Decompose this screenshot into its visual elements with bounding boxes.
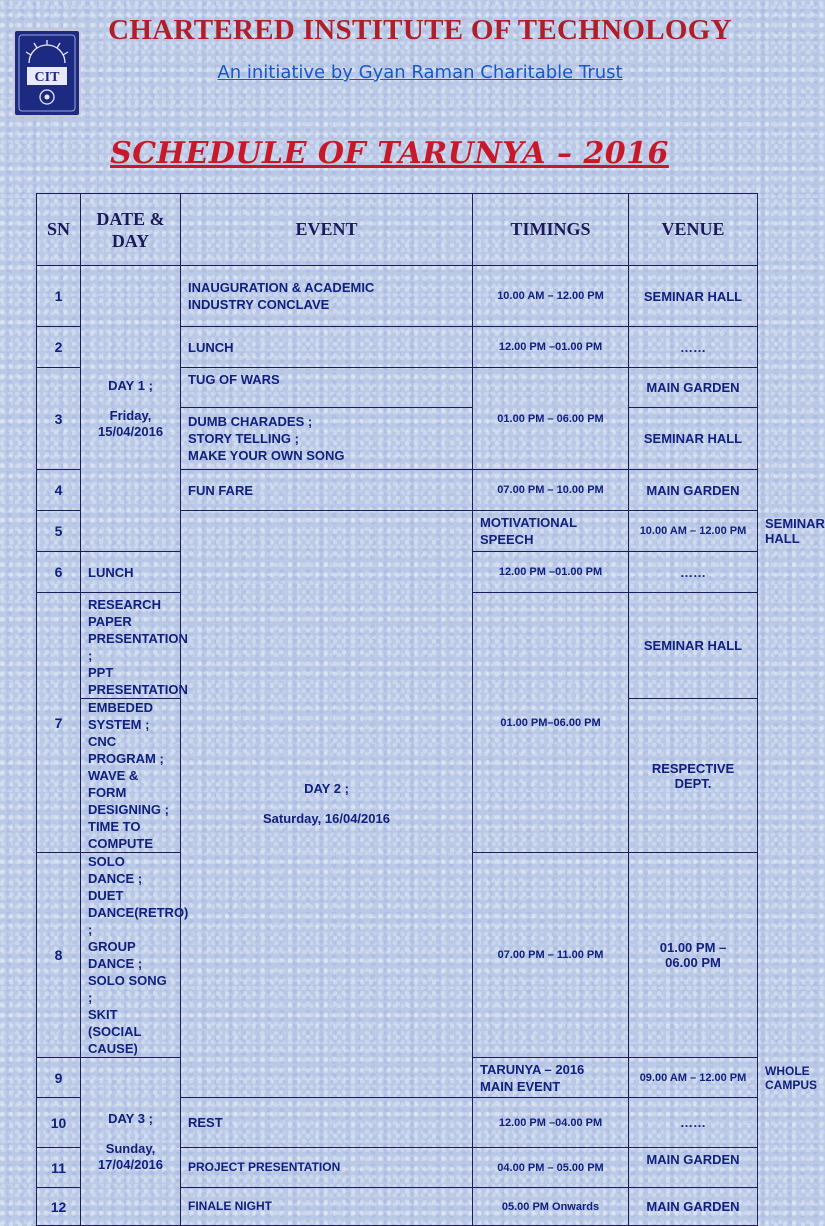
event-line: INDUSTRY CONCLAVE [188,297,330,312]
column-header-sn: SN [37,194,81,266]
event-cell: LUNCH [81,552,181,593]
timing-cell: 04.00 PM – 05.00 PM [473,1148,629,1188]
event-line: MAKE YOUR OWN SONG [188,448,345,463]
column-header-date-day: DATE & DAY [81,194,181,266]
table-row: 5 DAY 2 ; Saturday, 16/04/2016 MOTIVATIONAL SPEECH 10.00 AM – 12.00 PM SEMINAR HALL [37,511,758,552]
row-sn: 7 [37,593,81,853]
venue-line: RESPECTIVE [651,760,735,776]
event-line: DUET DANCE(RETRO) ; [88,888,189,937]
institute-name: CHARTERED INSTITUTE OF TECHNOLOGY [108,14,732,46]
column-header-venue: VENUE [629,194,758,266]
table-row [37,266,758,327]
timing-cell: 01.00 PM–06.00 PM [473,593,629,853]
day-3-cell [81,1058,181,1226]
day-1-cell [81,266,181,552]
day-label: DAY 3 ; [108,1110,153,1126]
event-line: PPT PRESENTATION [88,665,188,697]
timing-cell: 01.00 PM – 06.00 PM [473,368,629,470]
timing-cell: 07.00 PM – 11.00 PM [473,853,629,1058]
day-date: Friday, 15/04/2016 [98,407,164,439]
timing-cell: 10.00 AM – 12.00 PM [629,511,758,552]
event-line: RESEARCH PAPER PRESENTATION ; [88,597,188,663]
timing-cell: 12.00 PM –01.00 PM [473,552,629,593]
event-cell [81,593,188,699]
event-cell: PROJECT PRESENTATION [181,1148,473,1188]
column-header-event: EVENT [181,194,473,266]
event-line: CNC PROGRAM ; [88,734,164,766]
venue-cell: MAIN GARDEN [629,368,758,408]
row-sn: 3 [37,368,81,470]
event-cell: REST [181,1098,473,1148]
event-cell [81,699,181,853]
venue-cell: SEMINAR HALL [629,408,758,470]
event-line: WAVE & FORM DESIGNING ; [88,768,169,817]
venue-cell [629,853,758,1058]
timing-cell: 05.00 PM Onwards [473,1188,629,1226]
table-row: 9 DAY 3 ; Sunday, 17/04/2016 TARUNYA – 2016 MAIN EVENT 09.00 AM – 12.00 PM WHOLE CAMPUS [37,1058,758,1098]
venue-cell: …… [629,552,758,593]
venue-cell: …… [629,1098,758,1148]
timing-cell: 12.00 PM –01.00 PM [473,327,629,368]
venue-cell: MAIN GARDEN [629,1148,758,1188]
event-line: SOLO SONG ; [88,973,167,1005]
venue-line: DEPT. [674,775,712,791]
row-sn: 2 [37,327,81,368]
row-sn: 11 [37,1148,81,1188]
venue-cell: …… [629,327,758,368]
table-header-row [37,194,758,266]
logo-text: CIT [34,70,60,85]
event-cell [181,266,473,327]
venue-cell: SEMINAR HALL [629,593,758,699]
column-header-timings: TIMINGS [473,194,629,266]
schedule-title: SCHEDULE OF TARUNYA – 2016 [110,136,669,171]
event-cell: FINALE NIGHT [181,1188,473,1226]
event-cell [81,853,189,1058]
venue-line: 06.00 PM [665,955,721,970]
event-cell: LUNCH [181,327,473,368]
event-cell: TUG OF WARS [181,368,473,408]
timing-cell: 12.00 PM –04.00 PM [473,1098,629,1148]
event-line: SOLO DANCE ; [88,854,143,886]
event-line: GROUP DANCE ; [88,939,143,971]
row-sn: 8 [37,853,81,1058]
row-sn: 10 [37,1098,81,1148]
venue-cell: MAIN GARDEN [629,1188,758,1226]
day-label: DAY 1 ; [108,377,153,393]
day-label: DAY 2 ; [304,781,349,796]
venue-line: 01.00 PM – [659,940,727,955]
venue-cell [629,699,758,853]
event-cell [181,408,473,470]
day-date: Saturday, 16/04/2016 [263,811,390,826]
timing-cell: 10.00 AM – 12.00 PM [473,266,629,327]
row-sn: 9 [37,1058,81,1098]
event-line: SKIT (SOCIAL CAUSE) [88,1007,142,1056]
venue-cell: MAIN GARDEN [629,470,758,511]
institute-subtitle: An initiative by Gyan Raman Charitable Trust [217,62,623,83]
row-sn: 1 [37,266,81,327]
row-sn: 4 [37,470,81,511]
institute-logo [13,29,81,117]
timing-cell: 07.00 PM – 10.00 PM [473,470,629,511]
event-line: TIME TO COMPUTE [88,819,153,851]
day-date: Sunday, 17/04/2016 [97,1140,164,1172]
row-sn: 12 [37,1188,81,1226]
event-cell: TARUNYA – 2016 MAIN EVENT [473,1058,629,1098]
event-cell: MOTIVATIONAL SPEECH [473,511,629,552]
event-line: DUMB CHARADES ; [188,414,313,429]
event-line: INAUGURATION & ACADEMIC [188,280,375,295]
row-sn: 6 [37,552,81,593]
timing-cell: 09.00 AM – 12.00 PM [629,1058,758,1098]
venue-cell: SEMINAR HALL [629,266,758,327]
day-2-cell [181,511,473,1098]
schedule-table [36,193,825,1226]
event-line: EMBEDED SYSTEM ; [88,700,154,732]
event-cell: FUN FARE [181,470,473,511]
row-sn: 5 [37,511,81,552]
event-line: STORY TELLING ; [188,431,299,446]
